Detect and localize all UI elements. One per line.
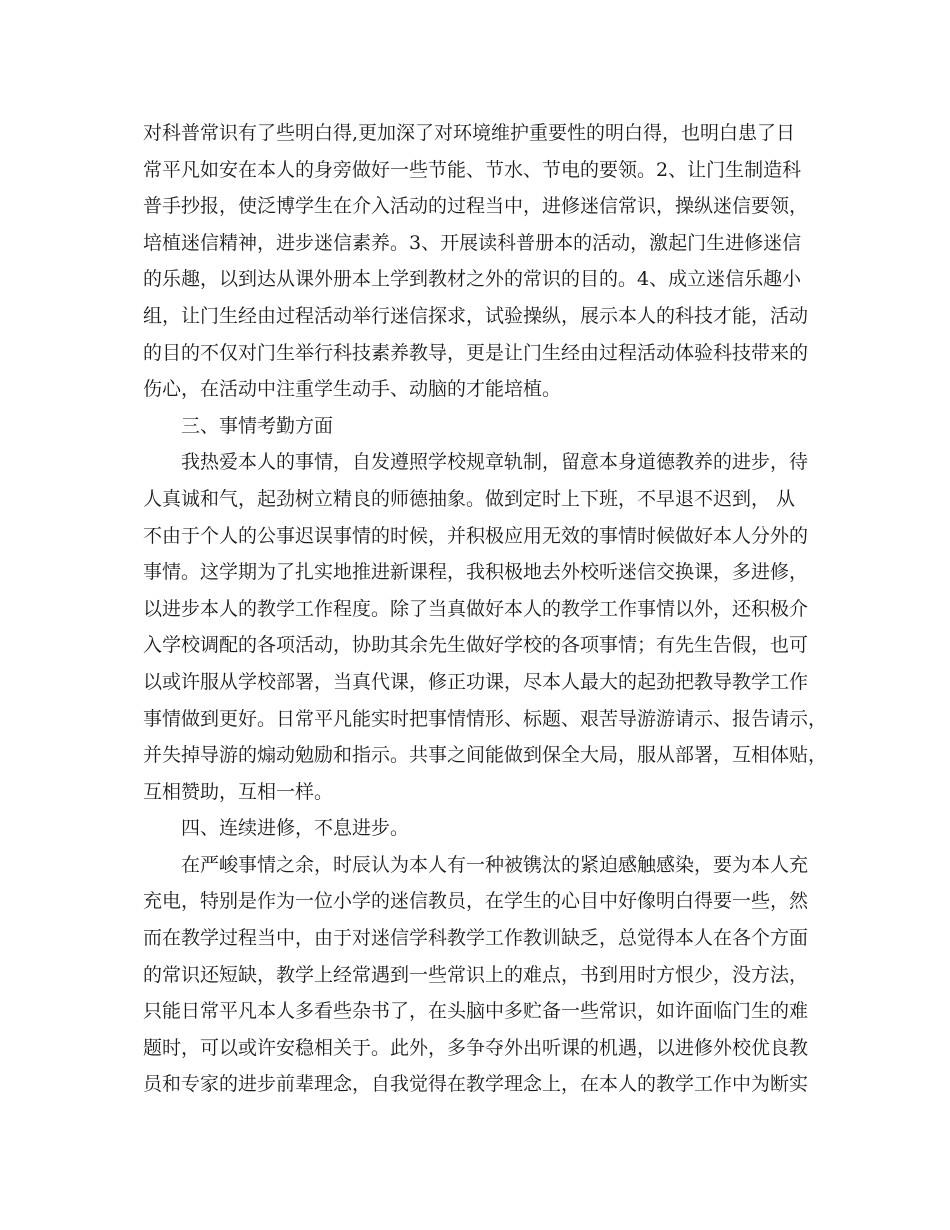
paragraph-line: 入学校调配的各项活动，协助其余先生做好学校的各项事情；有先生告假，也可 bbox=[143, 634, 809, 657]
paragraph-line: 组，让门生经由过程活动举行迷信探求，试验操纵，展示本人的科技才能，活动 bbox=[143, 304, 809, 327]
paragraph-3 bbox=[143, 847, 807, 1103]
paragraph-2 bbox=[143, 444, 828, 810]
paragraph-line: 在严峻事情之余，时辰认为本人有一种被镌汰的紧迫感触感染，要为本人充 bbox=[181, 853, 809, 876]
paragraph-1 bbox=[143, 115, 807, 408]
section-heading-continuous-learning: 四、连续进修，不息进步。 bbox=[181, 817, 410, 840]
paragraph-line: 的常识还短缺，教学上经常遇到一些常识上的难点，书到用时方恨少，没方法， bbox=[143, 963, 809, 986]
paragraph-line: 不由于个人的公事迟误事情的时候，并积极应用无效的事情时候做好本人分外的 bbox=[143, 524, 809, 547]
document-body bbox=[143, 115, 828, 1103]
paragraph-line: 人真诚和气，起劲树立精良的师德抽象。做到定时上下班，不早退不迟到， 从 bbox=[143, 487, 796, 510]
paragraph-line: 的乐趣，以到达从课外册本上学到教材之外的常识的目的。4、成立迷信乐趣小 bbox=[143, 268, 802, 291]
paragraph-line: 我热爱本人的事情，自发遵照学校规章轨制，留意本身道德教养的进步，待 bbox=[181, 451, 809, 474]
paragraph-line: 常平凡如安在本人的身旁做好一些节能、节水、节电的要领。2、让门生制造科 bbox=[143, 158, 802, 181]
paragraph-line: 事情做到更好。日常平凡能实时把事情情形、标题、艰苦导游游请示、报告请示， bbox=[143, 707, 828, 730]
section-heading-attendance: 三、事情考勤方面 bbox=[181, 414, 334, 437]
paragraph-line: 员和专家的进步前辈理念，自我觉得在教学理念上，在本人的教学工作中为断实 bbox=[143, 1073, 809, 1096]
paragraph-line: 只能日常平凡本人多看些杂书了，在头脑中多贮备一些常识，如许面临门生的难 bbox=[143, 1000, 809, 1023]
paragraph-line: 培植迷信精神，进步迷信素养。3、开展读科普册本的活动，激起门生进修迷信 bbox=[143, 231, 802, 254]
paragraph-line: 以或许服从学校部署，当真代课，修正功课，尽本人最大的起劲把教导教学工作 bbox=[143, 670, 809, 693]
paragraph-line: 题时，可以或许安稳相关于。此外，多争夺外出听课的机遇，以进修外校优良教 bbox=[143, 1036, 809, 1059]
paragraph-line: 而在教学过程当中，由于对迷信学科教学工作教训缺乏，总觉得本人在各个方面 bbox=[143, 927, 809, 950]
paragraph-line: 普手抄报，使泛博学生在介入活动的过程当中，进修迷信常识，操纵迷信要领， bbox=[143, 195, 809, 218]
paragraph-line: 事情。这学期为了扎实地推进新课程，我积极地去外校听迷信交换课，多进修， bbox=[143, 561, 809, 584]
paragraph-line: 并失掉导游的煽动勉励和指示。共事之间能做到保全大局，服从部署，互相体贴， bbox=[143, 744, 828, 767]
paragraph-line: 对科普常识有了些明白得,更加深了对环境维护重要性的明白得，也明白患了日 bbox=[143, 122, 796, 144]
paragraph-line: 充电，特别是作为一位小学的迷信教员，在学生的心目中好像明白得要一些，然 bbox=[143, 890, 809, 913]
paragraph-line: 的目的不仅对门生举行科技素养教导，更是让门生经由过程活动体验科技带来的 bbox=[143, 341, 809, 364]
paragraph-line: 伤心，在活动中注重学生动手、动脑的才能培植。 bbox=[143, 378, 562, 401]
paragraph-line: 以进步本人的教学工作程度。除了当真做好本人的教学工作事情以外，还积极介 bbox=[143, 597, 809, 620]
paragraph-line: 互相赞助，互相一样。 bbox=[143, 780, 334, 803]
